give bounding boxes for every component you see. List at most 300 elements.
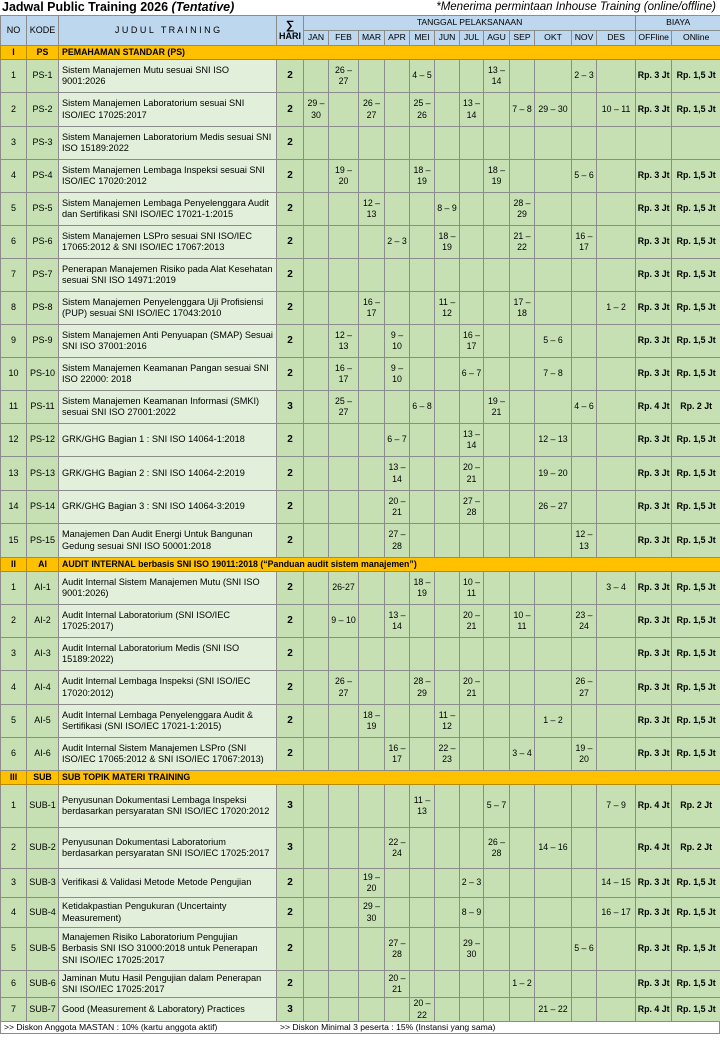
date-mei: 11 – 13	[410, 785, 435, 828]
date-jul	[460, 705, 484, 738]
date-mar	[359, 457, 385, 491]
fee-offline: Rp. 3 Jt	[636, 226, 672, 259]
date-agu	[484, 971, 510, 998]
date-jan: 29 – 30	[304, 93, 329, 127]
date-jun	[435, 457, 460, 491]
date-agu	[484, 898, 510, 928]
training-title: Sistem Manajemen Lembaga Inspeksi sesuai SNI ISO/IEC 17020:2012	[59, 160, 277, 193]
date-jan	[304, 898, 329, 928]
section-row	[1, 771, 720, 785]
date-nov	[572, 638, 597, 671]
date-apr: 20 – 21	[385, 491, 410, 524]
date-feb	[329, 524, 359, 558]
row-number: 1	[1, 785, 27, 828]
date-mar	[359, 60, 385, 93]
row-number: 2	[1, 605, 27, 638]
date-mar: 29 – 30	[359, 898, 385, 928]
table-row	[1, 325, 720, 358]
training-code: SUB-1	[27, 785, 59, 828]
date-mar	[359, 971, 385, 998]
date-agu: 19 – 21	[484, 391, 510, 424]
date-des	[597, 457, 636, 491]
date-mei	[410, 869, 435, 898]
fee-online: Rp. 1,5 Jt	[672, 292, 720, 325]
section-number: I	[1, 46, 27, 60]
date-des	[597, 259, 636, 292]
fee-offline: Rp. 3 Jt	[636, 898, 672, 928]
date-sep: 10 – 11	[510, 605, 535, 638]
fee-offline: Rp. 3 Jt	[636, 869, 672, 898]
date-okt: 19 – 20	[535, 457, 572, 491]
table-row	[1, 785, 720, 828]
training-days: 2	[277, 491, 304, 524]
fee-online: Rp. 2 Jt	[672, 828, 720, 869]
date-mei	[410, 358, 435, 391]
date-apr: 16 – 17	[385, 738, 410, 771]
date-jun	[435, 60, 460, 93]
date-jan	[304, 971, 329, 998]
date-jul	[460, 828, 484, 869]
training-code: PS-3	[27, 127, 59, 160]
training-code: PS-10	[27, 358, 59, 391]
fee-offline: Rp. 3 Jt	[636, 193, 672, 226]
fee-offline: Rp. 3 Jt	[636, 572, 672, 605]
training-title: Sistem Manajemen Lembaga Penyelenggara Audit dan Sertifikasi SNI ISO/IEC 17021-1:2015	[59, 193, 277, 226]
fee-online: Rp. 1,5 Jt	[672, 572, 720, 605]
header-month-okt: OKT	[535, 31, 572, 46]
date-mar	[359, 491, 385, 524]
date-jun	[435, 491, 460, 524]
date-nov	[572, 457, 597, 491]
header-offline: OFFline	[636, 31, 672, 46]
date-jun: 11 – 12	[435, 292, 460, 325]
date-jan	[304, 226, 329, 259]
date-jan	[304, 391, 329, 424]
training-code: PS-13	[27, 457, 59, 491]
row-number: 8	[1, 292, 27, 325]
date-jul	[460, 127, 484, 160]
training-days: 2	[277, 226, 304, 259]
table-row	[1, 358, 720, 391]
date-sep	[510, 785, 535, 828]
row-number: 11	[1, 391, 27, 424]
table-header	[1, 16, 720, 46]
fee-online: Rp. 1,5 Jt	[672, 424, 720, 457]
date-sep	[510, 358, 535, 391]
fee-offline: Rp. 3 Jt	[636, 605, 672, 638]
table-row	[1, 226, 720, 259]
training-days: 2	[277, 457, 304, 491]
date-mar: 19 – 20	[359, 869, 385, 898]
header-month-apr: APR	[385, 31, 410, 46]
date-feb: 26-27	[329, 572, 359, 605]
date-sep	[510, 828, 535, 869]
date-mar	[359, 738, 385, 771]
date-apr	[385, 292, 410, 325]
date-apr	[385, 898, 410, 928]
date-jan	[304, 828, 329, 869]
table-row	[1, 127, 720, 160]
date-apr: 22 – 24	[385, 828, 410, 869]
date-apr	[385, 391, 410, 424]
table-row	[1, 524, 720, 558]
date-feb: 9 – 10	[329, 605, 359, 638]
date-mar	[359, 928, 385, 971]
date-apr	[385, 572, 410, 605]
fee-online: Rp. 2 Jt	[672, 391, 720, 424]
table-row	[1, 491, 720, 524]
date-jul	[460, 785, 484, 828]
date-feb	[329, 259, 359, 292]
training-days: 2	[277, 738, 304, 771]
date-agu	[484, 524, 510, 558]
date-jan	[304, 127, 329, 160]
fee-online: Rp. 1,5 Jt	[672, 60, 720, 93]
row-number: 15	[1, 524, 27, 558]
date-jul	[460, 292, 484, 325]
date-des	[597, 998, 636, 1022]
date-agu: 5 – 7	[484, 785, 510, 828]
date-des	[597, 705, 636, 738]
date-mar	[359, 358, 385, 391]
date-jul: 13 – 14	[460, 93, 484, 127]
section-code: PS	[27, 46, 59, 60]
fee-offline: Rp. 3 Jt	[636, 671, 672, 705]
date-nov	[572, 325, 597, 358]
date-jan	[304, 60, 329, 93]
date-sep	[510, 60, 535, 93]
date-feb	[329, 424, 359, 457]
date-mar	[359, 325, 385, 358]
header-no: NO	[1, 16, 27, 46]
training-title: Sistem Manajemen Laboratorium sesuai SNI ISO/IEC 17025:2017	[59, 93, 277, 127]
header-month-agu: AGU	[484, 31, 510, 46]
training-code: PS-12	[27, 424, 59, 457]
section-number: III	[1, 771, 27, 785]
date-jul	[460, 259, 484, 292]
date-jul: 20 – 21	[460, 457, 484, 491]
date-agu	[484, 605, 510, 638]
row-number: 4	[1, 671, 27, 705]
training-title: Manajemen Dan Audit Energi Untuk Bangunan Gedung sesuai SNI ISO 50001:2018	[59, 524, 277, 558]
date-okt	[535, 259, 572, 292]
date-des	[597, 928, 636, 971]
date-jul	[460, 60, 484, 93]
row-number: 12	[1, 424, 27, 457]
training-title: Sistem Manajemen Keamanan Pangan sesuai SNI ISO 22000: 2018	[59, 358, 277, 391]
date-des	[597, 127, 636, 160]
row-number: 4	[1, 160, 27, 193]
table-row	[1, 898, 720, 928]
date-nov: 12 – 13	[572, 524, 597, 558]
date-sep	[510, 127, 535, 160]
header-month-sep: SEP	[510, 31, 535, 46]
row-number: 6	[1, 971, 27, 998]
training-days: 3	[277, 785, 304, 828]
fee-online: Rp. 1,5 Jt	[672, 705, 720, 738]
row-number: 5	[1, 928, 27, 971]
date-feb	[329, 785, 359, 828]
header-biaya: BIAYA	[636, 16, 720, 31]
header-judul: J U D U L T R A I N I N G	[59, 16, 277, 46]
date-apr: 13 – 14	[385, 605, 410, 638]
date-des	[597, 638, 636, 671]
date-mar	[359, 391, 385, 424]
header-hari	[277, 16, 304, 46]
date-jun	[435, 93, 460, 127]
date-apr	[385, 705, 410, 738]
date-sep	[510, 457, 535, 491]
date-nov	[572, 572, 597, 605]
fee-online: Rp. 1,5 Jt	[672, 93, 720, 127]
table-row	[1, 928, 720, 971]
date-des: 3 – 4	[597, 572, 636, 605]
fee-online: Rp. 1,5 Jt	[672, 457, 720, 491]
training-days: 3	[277, 828, 304, 869]
date-mei	[410, 828, 435, 869]
training-days: 2	[277, 292, 304, 325]
date-apr	[385, 998, 410, 1022]
fee-online: Rp. 2 Jt	[672, 785, 720, 828]
fee-offline: Rp. 3 Jt	[636, 491, 672, 524]
date-jan	[304, 424, 329, 457]
header-month-mar: MAR	[359, 31, 385, 46]
row-number: 6	[1, 738, 27, 771]
date-jun	[435, 898, 460, 928]
date-des	[597, 828, 636, 869]
date-apr	[385, 127, 410, 160]
date-sep	[510, 671, 535, 705]
date-jan	[304, 928, 329, 971]
training-days: 2	[277, 193, 304, 226]
date-jan	[304, 869, 329, 898]
header-tanggal: TANGGAL PELAKSANAAN	[304, 16, 636, 31]
training-days: 2	[277, 358, 304, 391]
date-nov: 19 – 20	[572, 738, 597, 771]
date-okt: 1 – 2	[535, 705, 572, 738]
fee-online: Rp. 1,5 Jt	[672, 928, 720, 971]
date-mei	[410, 259, 435, 292]
date-des	[597, 424, 636, 457]
date-okt	[535, 898, 572, 928]
date-feb	[329, 193, 359, 226]
section-title: AUDIT INTERNAL berbasis SNI ISO 19011:2018 (“Panduan audit sistem manajemen”)	[59, 558, 720, 572]
row-number: 14	[1, 491, 27, 524]
header-month-jun: JUN	[435, 31, 460, 46]
date-mei	[410, 193, 435, 226]
training-title: GRK/GHG Bagian 3 : SNI ISO 14064-3:2019	[59, 491, 277, 524]
date-feb	[329, 971, 359, 998]
fee-online: Rp. 1,5 Jt	[672, 898, 720, 928]
date-jun	[435, 160, 460, 193]
fee-online: Rp. 1,5 Jt	[672, 259, 720, 292]
table-body	[1, 46, 720, 1022]
training-days: 2	[277, 160, 304, 193]
training-code: AI-4	[27, 671, 59, 705]
date-okt	[535, 869, 572, 898]
date-jan	[304, 998, 329, 1022]
date-jan	[304, 671, 329, 705]
header-kode: KODE	[27, 16, 59, 46]
fee-offline: Rp. 3 Jt	[636, 259, 672, 292]
table-row	[1, 605, 720, 638]
date-nov	[572, 259, 597, 292]
date-jul	[460, 524, 484, 558]
date-nov: 26 – 27	[572, 671, 597, 705]
fee-online: Rp. 1,5 Jt	[672, 226, 720, 259]
date-sep	[510, 638, 535, 671]
date-jun: 22 – 23	[435, 738, 460, 771]
training-title: Penyusunan Dokumentasi Laboratorium berdasarkan persyaratan SNI ISO/IEC 17025:2017	[59, 828, 277, 869]
date-jun: 11 – 12	[435, 705, 460, 738]
date-apr: 9 – 10	[385, 325, 410, 358]
fee-offline: Rp. 3 Jt	[636, 457, 672, 491]
date-agu	[484, 491, 510, 524]
table-row	[1, 457, 720, 491]
date-agu	[484, 127, 510, 160]
date-jun	[435, 358, 460, 391]
date-agu: 26 – 28	[484, 828, 510, 869]
date-jun	[435, 572, 460, 605]
table-row	[1, 828, 720, 869]
fee-online: Rp. 1,5 Jt	[672, 998, 720, 1022]
date-okt: 7 – 8	[535, 358, 572, 391]
date-jul: 6 – 7	[460, 358, 484, 391]
row-number: 2	[1, 828, 27, 869]
date-feb: 19 – 20	[329, 160, 359, 193]
fee-offline: Rp. 3 Jt	[636, 705, 672, 738]
fee-offline: Rp. 4 Jt	[636, 391, 672, 424]
row-number: 7	[1, 998, 27, 1022]
date-agu	[484, 93, 510, 127]
date-nov	[572, 424, 597, 457]
date-jun	[435, 127, 460, 160]
row-number: 5	[1, 705, 27, 738]
date-jul: 10 – 11	[460, 572, 484, 605]
date-okt: 14 – 16	[535, 828, 572, 869]
date-feb	[329, 457, 359, 491]
date-feb	[329, 705, 359, 738]
date-okt: 29 – 30	[535, 93, 572, 127]
date-sep	[510, 705, 535, 738]
row-number: 3	[1, 869, 27, 898]
date-agu	[484, 928, 510, 971]
date-jan	[304, 572, 329, 605]
date-jul: 20 – 21	[460, 671, 484, 705]
table-row	[1, 869, 720, 898]
training-code: AI-2	[27, 605, 59, 638]
fee-online: Rp. 1,5 Jt	[672, 869, 720, 898]
training-title: Sistem Manajemen Laboratorium Medis sesuai SNI ISO 15189:2022	[59, 127, 277, 160]
fee-offline: Rp. 3 Jt	[636, 60, 672, 93]
date-feb	[329, 928, 359, 971]
date-nov: 2 – 3	[572, 60, 597, 93]
date-feb	[329, 998, 359, 1022]
date-des	[597, 226, 636, 259]
fee-offline: Rp. 4 Jt	[636, 785, 672, 828]
date-jun	[435, 259, 460, 292]
date-mei: 20 – 22	[410, 998, 435, 1022]
date-nov: 5 – 6	[572, 160, 597, 193]
date-mei	[410, 738, 435, 771]
date-jun	[435, 638, 460, 671]
date-jul	[460, 226, 484, 259]
training-title: Audit Internal Laboratorium (SNI ISO/IEC 17025:2017)	[59, 605, 277, 638]
date-agu	[484, 572, 510, 605]
training-days: 2	[277, 898, 304, 928]
date-okt	[535, 524, 572, 558]
date-nov	[572, 491, 597, 524]
date-nov	[572, 705, 597, 738]
date-mei: 18 – 19	[410, 160, 435, 193]
date-sep	[510, 259, 535, 292]
fee-offline: Rp. 3 Jt	[636, 325, 672, 358]
date-des: 7 – 9	[597, 785, 636, 828]
date-jul	[460, 193, 484, 226]
date-okt	[535, 638, 572, 671]
date-apr	[385, 259, 410, 292]
section-row	[1, 46, 720, 60]
table-row	[1, 998, 720, 1022]
date-nov: 4 – 6	[572, 391, 597, 424]
fee-offline: Rp. 3 Jt	[636, 928, 672, 971]
date-mei	[410, 491, 435, 524]
fee-online: Rp. 1,5 Jt	[672, 193, 720, 226]
date-nov	[572, 971, 597, 998]
date-mar	[359, 671, 385, 705]
date-mar	[359, 638, 385, 671]
date-mar: 12 – 13	[359, 193, 385, 226]
date-sep	[510, 160, 535, 193]
date-jul: 29 – 30	[460, 928, 484, 971]
date-okt	[535, 193, 572, 226]
date-okt: 12 – 13	[535, 424, 572, 457]
row-number: 4	[1, 898, 27, 928]
date-des	[597, 491, 636, 524]
date-agu	[484, 738, 510, 771]
training-days: 3	[277, 998, 304, 1022]
sum-symbol: ∑	[285, 17, 295, 32]
date-feb	[329, 292, 359, 325]
date-feb: 26 – 27	[329, 60, 359, 93]
date-mei	[410, 127, 435, 160]
date-feb	[329, 638, 359, 671]
date-mei	[410, 638, 435, 671]
fee-offline: Rp. 3 Jt	[636, 524, 672, 558]
date-nov	[572, 898, 597, 928]
date-okt	[535, 605, 572, 638]
section-row	[1, 558, 720, 572]
date-sep	[510, 424, 535, 457]
date-sep: 7 – 8	[510, 93, 535, 127]
date-apr	[385, 671, 410, 705]
header-online: ONline	[672, 31, 720, 46]
training-code: PS-5	[27, 193, 59, 226]
date-mei	[410, 605, 435, 638]
date-mei	[410, 705, 435, 738]
date-sep: 3 – 4	[510, 738, 535, 771]
date-jul: 13 – 14	[460, 424, 484, 457]
fee-offline: Rp. 3 Jt	[636, 971, 672, 998]
training-title: Audit Internal Lembaga Inspeksi (SNI ISO/IEC 17020:2012)	[59, 671, 277, 705]
row-number: 13	[1, 457, 27, 491]
date-jan	[304, 292, 329, 325]
date-apr	[385, 869, 410, 898]
training-days: 2	[277, 259, 304, 292]
date-jan	[304, 785, 329, 828]
inhouse-note: *Menerima permintaan Inhouse Training (online/offline)	[436, 1, 716, 13]
row-number: 3	[1, 127, 27, 160]
